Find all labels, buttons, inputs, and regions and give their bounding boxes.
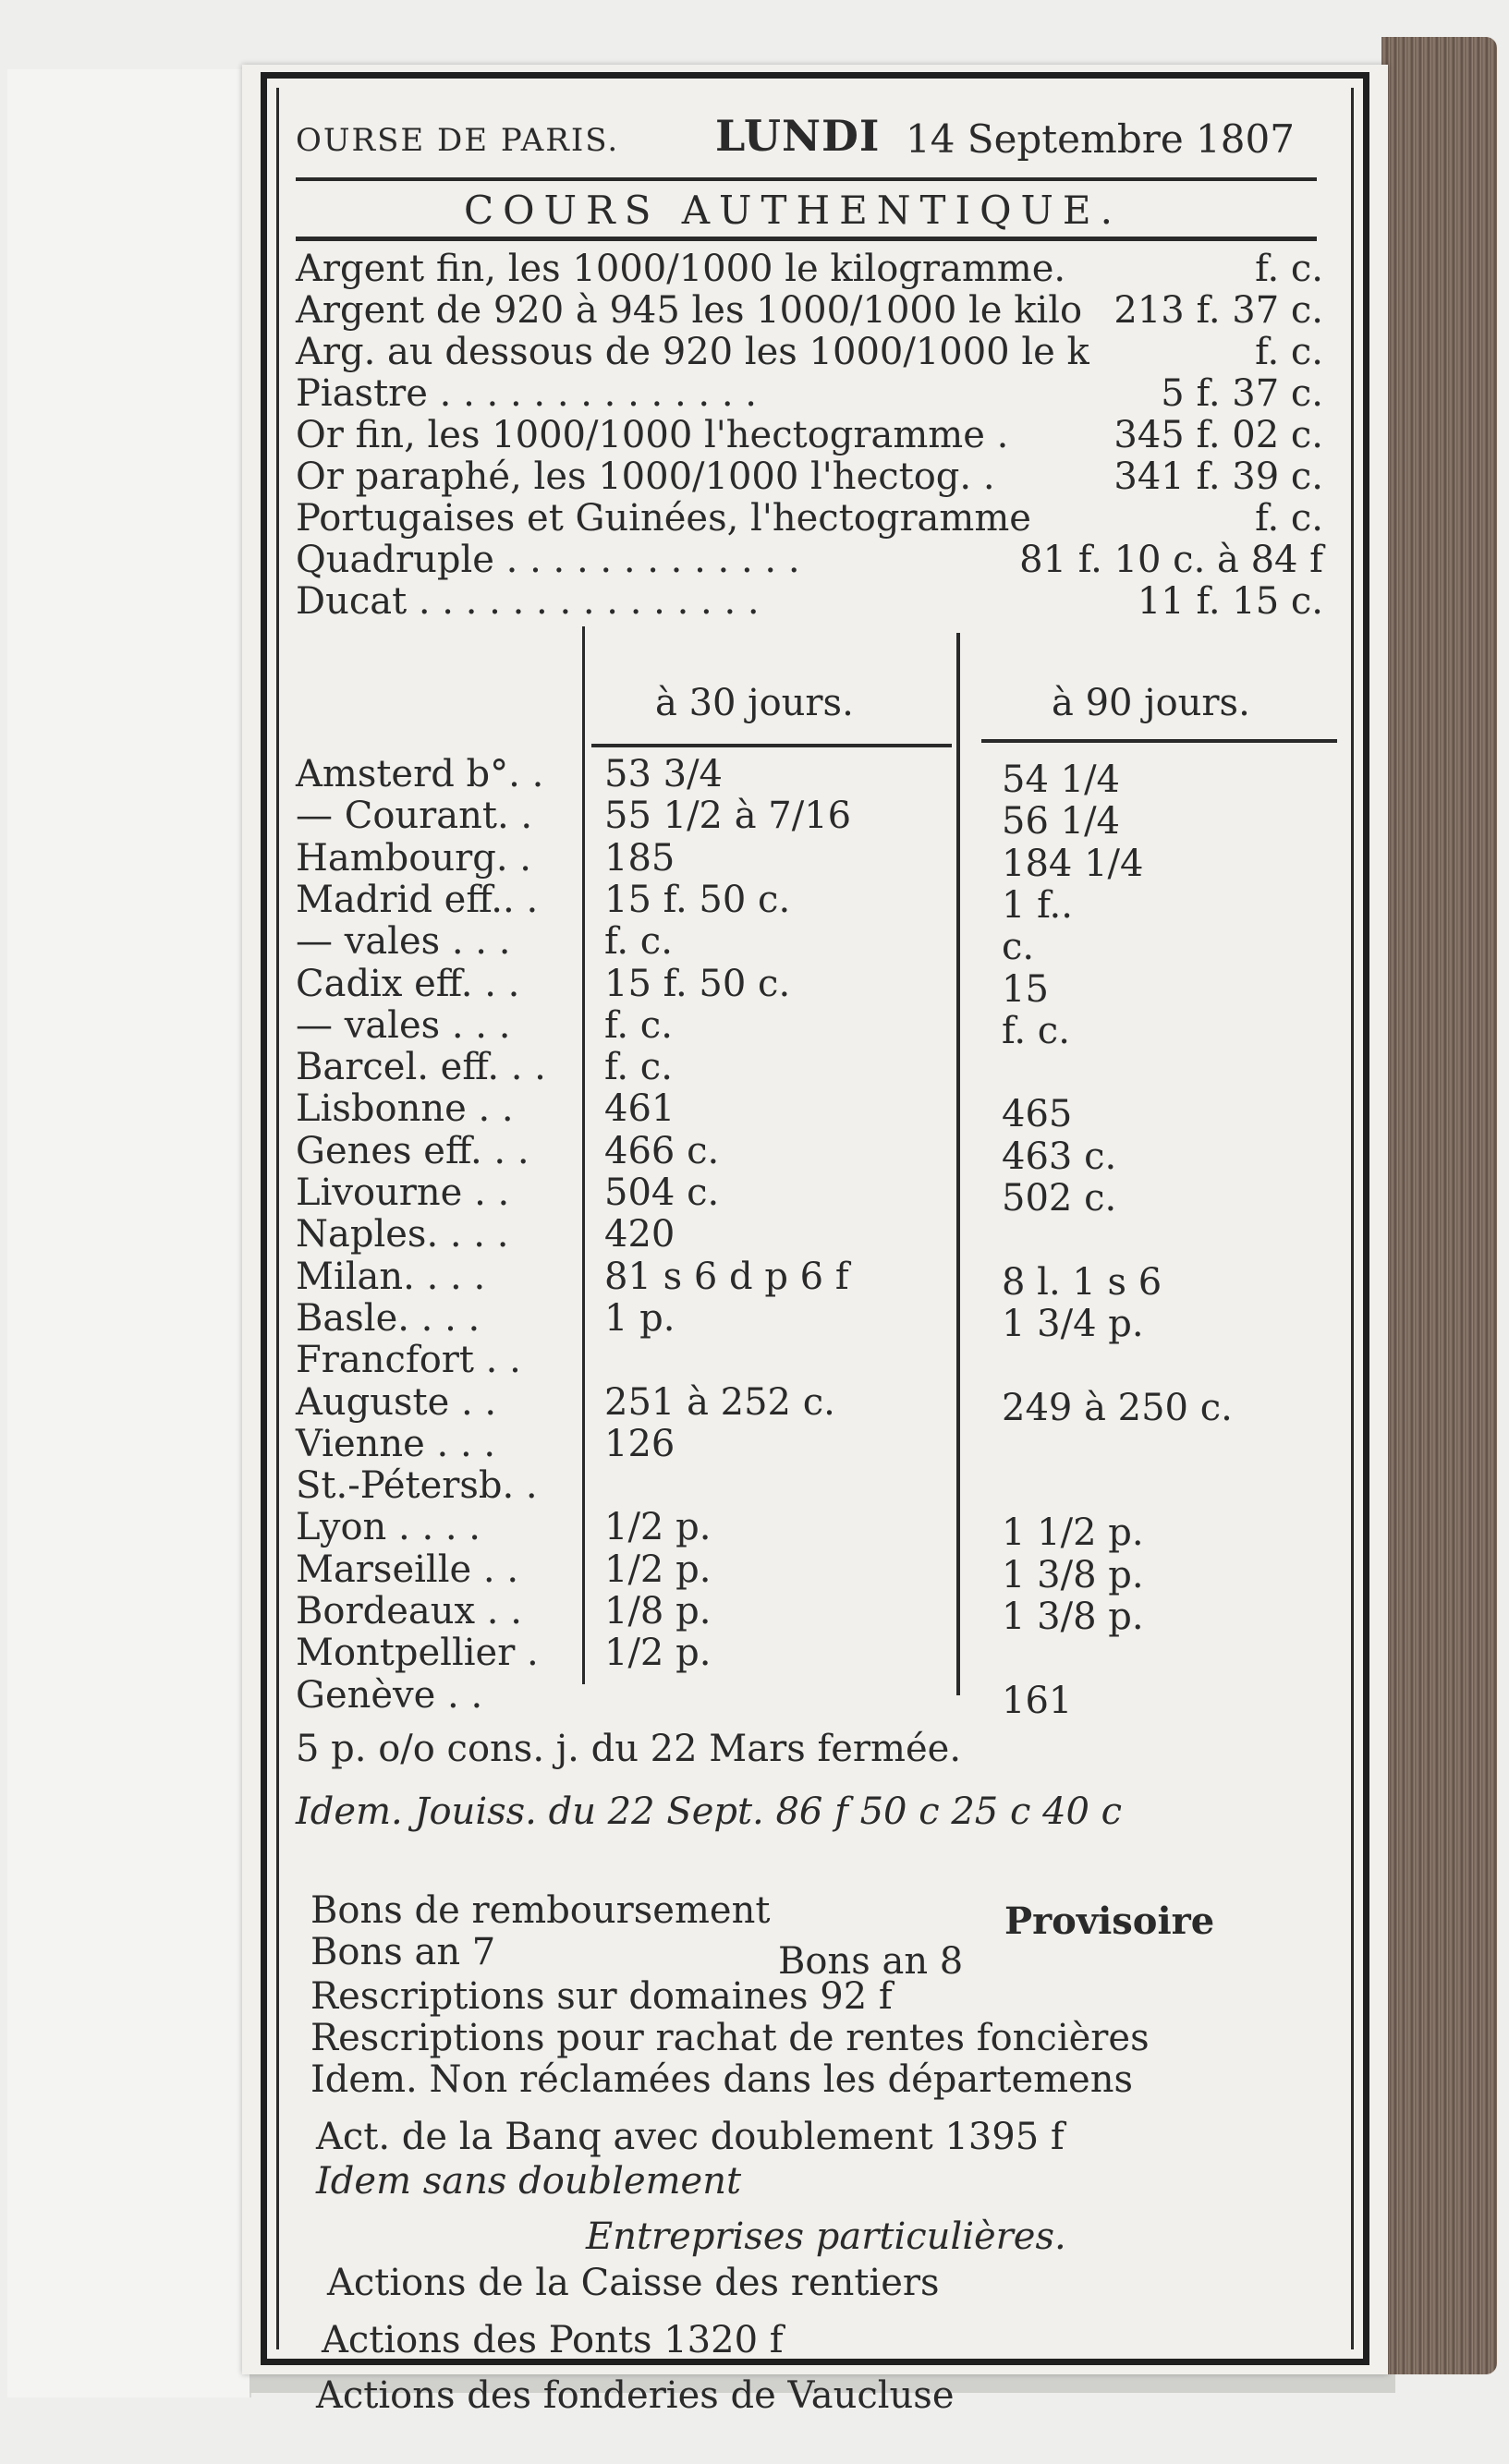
exchange-city: Bordeaux . . <box>296 1590 522 1633</box>
metal-label: Quadruple . . . . . . . . . . . . . <box>296 539 800 581</box>
exchange-30-days: 466 c. <box>604 1130 720 1172</box>
metal-label: Piastre . . . . . . . . . . . . . . <box>296 372 757 415</box>
exchange-city: Barcel. eff. . . <box>296 1046 546 1088</box>
bons-line: Rescriptions pour rachat de rentes foncières <box>310 2017 1150 2059</box>
metal-label: Or paraphé, les 1000/1000 l'hectog. . <box>296 455 995 498</box>
exchange-city: Montpellier . <box>296 1632 539 1674</box>
date-label: 14 Septembre 1807 <box>906 116 1295 162</box>
entreprise-line: Actions des fonderies de Vaucluse <box>316 2374 955 2417</box>
metal-price: f. c. <box>1255 248 1323 290</box>
exchange-column-divider-left <box>582 626 585 1684</box>
metal-price: 345 f. 02 c. <box>1113 414 1323 456</box>
exchange-90-days: 249 à 250 c. <box>1002 1387 1233 1429</box>
exchange-city: St.-Pétersb. . <box>296 1464 538 1507</box>
exchange-30-days: 420 <box>604 1213 675 1256</box>
exchange-30-days: 53 3/4 <box>604 753 723 795</box>
exchange-30-days: 1/2 p. <box>604 1506 712 1548</box>
bons-line: Idem sans doublement <box>316 2160 742 2203</box>
exchange-90-days: 54 1/4 <box>1002 759 1120 801</box>
bons-provisoire: Provisoire <box>1004 1900 1215 1943</box>
exchange-90-days: 161 <box>1002 1680 1073 1722</box>
exchange-90-days: 184 1/4 <box>1002 843 1144 885</box>
rente-line: 5 p. o/o cons. j. du 22 Mars fermée. <box>296 1728 962 1770</box>
metal-price: 11 f. 15 c. <box>1137 580 1323 623</box>
bourse-heading: OURSE DE PARIS. <box>296 122 620 159</box>
left-page <box>7 69 251 2397</box>
metal-price: 341 f. 39 c. <box>1113 455 1323 498</box>
metal-price: f. c. <box>1255 331 1323 373</box>
exchange-90-days: 1 f.. <box>1002 884 1073 927</box>
exchange-column-divider-right <box>956 633 960 1695</box>
metal-label: Ducat . . . . . . . . . . . . . . . <box>296 580 760 623</box>
exchange-city: Hambourg. . <box>296 837 531 880</box>
document-sheet <box>242 65 1388 2417</box>
metal-price: 5 f. 37 c. <box>1161 372 1323 415</box>
exchange-city: Naples. . . . <box>296 1213 509 1256</box>
metal-label: Argent de 920 à 945 les 1000/1000 le kilo <box>296 289 1083 332</box>
exchange-30-days: f. c. <box>604 920 673 963</box>
col-90-rule <box>981 739 1337 743</box>
exchange-30-days: 126 <box>604 1423 675 1465</box>
exchange-90-days: c. <box>1002 926 1035 968</box>
exchange-city: Marseille . . <box>296 1548 519 1591</box>
entreprise-line: Actions de la Caisse des rentiers <box>327 2262 940 2304</box>
metal-label: Argent fin, les 1000/1000 le kilogramme. <box>296 248 1066 290</box>
title-rule <box>296 237 1317 241</box>
exchange-city: — vales . . . <box>296 920 511 963</box>
exchange-city: Milan. . . . <box>296 1256 486 1298</box>
exchange-30-days: 15 f. 50 c. <box>604 963 791 1005</box>
bons-line: Rescriptions sur domaines 92 f <box>310 1975 893 2018</box>
exchange-city: Amsterd b°. . <box>296 753 544 795</box>
exchange-city: Basle. . . . <box>296 1297 481 1340</box>
exchange-city: Lyon . . . . <box>296 1506 481 1548</box>
exchange-city: Lisbonne . . <box>296 1087 514 1130</box>
exchange-30-days: 1 p. <box>604 1297 675 1340</box>
exchange-city: Auguste . . <box>296 1381 497 1424</box>
bons-line: Act. de la Banq avec doublement 1395 f <box>316 2116 1065 2158</box>
exchange-city: Vienne . . . <box>296 1423 496 1465</box>
exchange-90-days: 502 c. <box>1002 1177 1117 1220</box>
metal-label: Portugaises et Guinées, l'hectogramme <box>296 497 1031 540</box>
exchange-30-days: 1/2 p. <box>604 1632 712 1674</box>
exchange-city: — vales . . . <box>296 1004 511 1047</box>
col-30-days-header: à 30 jours. <box>655 682 854 724</box>
col-90-days-header: à 90 jours. <box>1052 682 1250 724</box>
exchange-30-days: 15 f. 50 c. <box>604 879 791 921</box>
exchange-90-days: 15 <box>1002 968 1049 1011</box>
metal-label: Or fin, les 1000/1000 l'hectogramme . <box>296 414 1009 456</box>
exchange-30-days: 55 1/2 à 7/16 <box>604 795 852 837</box>
exchange-30-days: f. c. <box>604 1046 673 1088</box>
exchange-30-days: 1/8 p. <box>604 1590 712 1633</box>
bons-an-8: Bons an 8 <box>778 1940 964 1983</box>
exchange-90-days: 8 l. 1 s 6 <box>1002 1261 1162 1304</box>
col-30-rule <box>591 744 952 747</box>
bons-remboursement: Bons de remboursement <box>310 1889 771 1932</box>
exchange-90-days: 1 1/2 p. <box>1002 1511 1144 1554</box>
exchange-90-days: 1 3/8 p. <box>1002 1596 1144 1638</box>
exchange-city: Genes eff. . . <box>296 1130 529 1172</box>
exchange-30-days: f. c. <box>604 1004 673 1047</box>
bons-an-7: Bons an 7 <box>310 1931 496 1973</box>
exchange-city: Madrid eff.. . <box>296 879 539 921</box>
book-edge <box>1381 37 1497 2374</box>
metal-price: f. c. <box>1255 497 1323 540</box>
exchange-30-days: 185 <box>604 837 675 880</box>
exchange-30-days: 461 <box>604 1087 675 1130</box>
day-label: LUNDI <box>715 111 881 161</box>
exchange-city: Cadix eff. . . <box>296 963 520 1005</box>
page-title: COURS AUTHENTIQUE. <box>464 188 1122 233</box>
exchange-90-days: 1 3/8 p. <box>1002 1554 1144 1596</box>
entreprise-line: Actions des Ponts 1320 f <box>322 2319 784 2361</box>
metal-label: Arg. au dessous de 920 les 1000/1000 le k <box>296 331 1089 373</box>
exchange-90-days: 56 1/4 <box>1002 800 1120 843</box>
bons-line: Idem. Non réclamées dans les départemens <box>310 2058 1133 2101</box>
exchange-30-days: 251 à 252 c. <box>604 1381 835 1424</box>
metal-price: 213 f. 37 c. <box>1113 289 1323 332</box>
exchange-30-days: 1/2 p. <box>604 1548 712 1591</box>
exchange-city: Francfort . . <box>296 1339 521 1381</box>
exchange-city: Livourne . . <box>296 1171 510 1214</box>
header-rule <box>296 177 1317 181</box>
entreprises-heading: Entreprises particulières. <box>586 2215 1066 2258</box>
rente-idem-line: Idem. Jouiss. du 22 Sept. 86 f 50 c 25 c 40 c <box>296 1790 1123 1833</box>
exchange-90-days: 1 3/4 p. <box>1002 1303 1144 1345</box>
exchange-city: Genève . . <box>296 1674 483 1717</box>
exchange-30-days: 504 c. <box>604 1171 720 1214</box>
metal-price: 81 f. 10 c. à 84 f <box>1019 539 1323 581</box>
exchange-90-days: 463 c. <box>1002 1135 1117 1178</box>
exchange-city: — Courant. . <box>296 795 533 837</box>
exchange-90-days: 465 <box>1002 1093 1073 1135</box>
exchange-90-days: f. c. <box>1002 1010 1070 1052</box>
exchange-30-days: 81 s 6 d p 6 f <box>604 1256 849 1298</box>
